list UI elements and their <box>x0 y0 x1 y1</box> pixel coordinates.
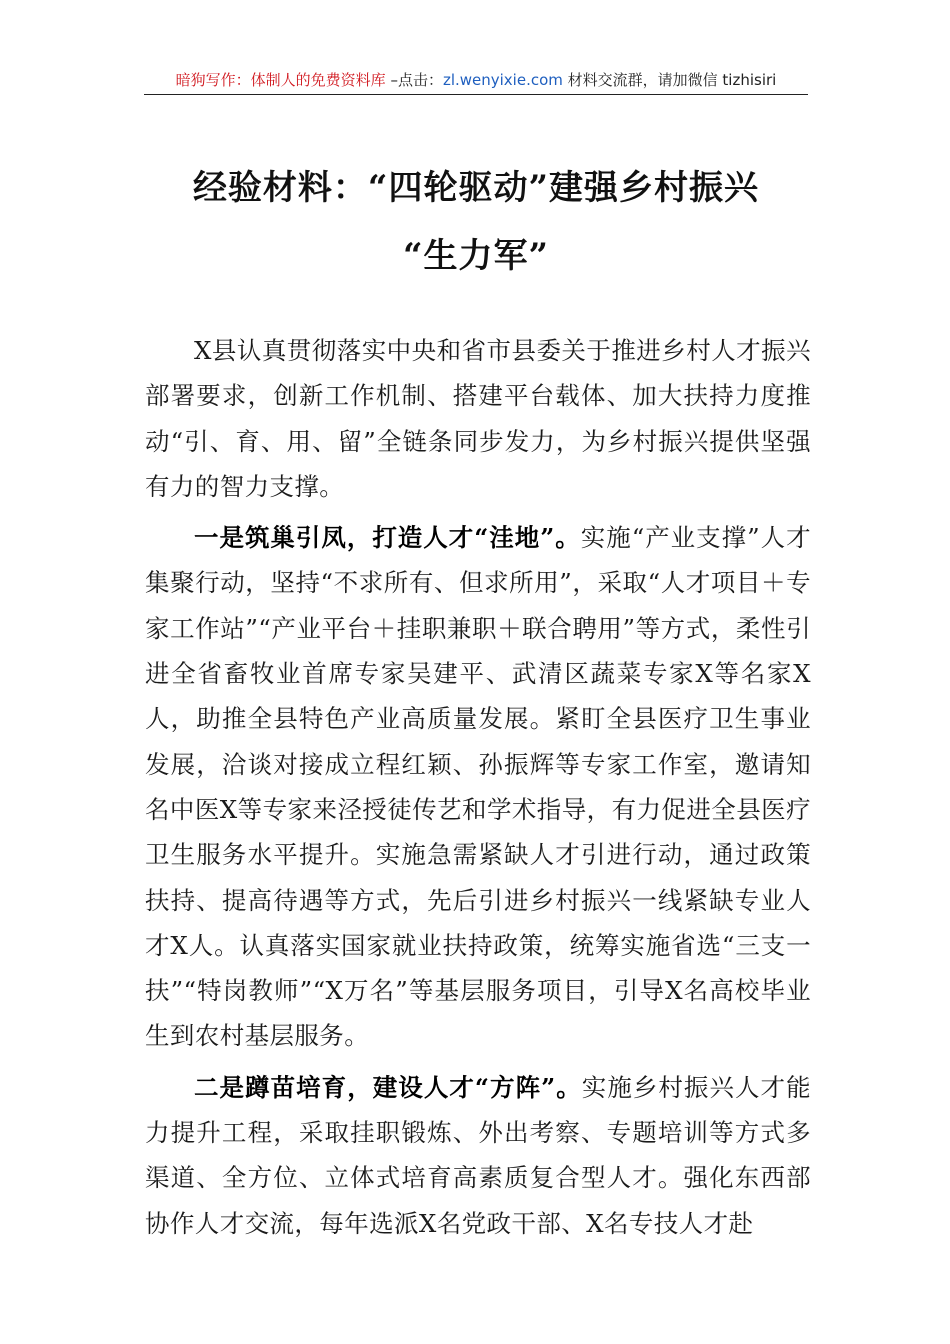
paragraph-1 <box>145 328 811 509</box>
paragraph-2 <box>145 515 811 1059</box>
paragraph-text: 实施乡村振兴人才能力提升工程，采取挂职锻炼、外出考察、专题培训等方式多渠道、全方位、立体式培育高素质复合型人才。强化东西部协作人才交流，每年选派X名党政干部、X名专技人才赴 <box>145 1072 811 1238</box>
document-title-line2: “生力军” <box>402 236 550 276</box>
paragraph-3 <box>145 1065 811 1246</box>
document-title-line1: 经验材料：“四轮驱动”建强乡村振兴 <box>192 168 760 208</box>
watermark-header <box>144 66 808 95</box>
paragraph-lead: 一是筑巢引凤，打造人才“洼地”。 <box>194 523 581 553</box>
paragraph-lead: 二是蹲苗培育，建设人才“方阵”。 <box>194 1072 582 1102</box>
header-link[interactable]: zl.wenyixie.com <box>442 71 563 89</box>
paragraph-text: X县认真贯彻落实中央和省市县委关于推进乡村人才振兴部署要求，创新工作机制、搭建平台载体、加大扶持力度推动“引、育、用、留”全链条同步发力，为乡村振兴提供坚强有力的智力支撑。 <box>145 336 811 501</box>
header-click-text: –点击： <box>385 71 443 89</box>
document-body <box>145 328 811 1252</box>
paragraph-text: 实施“产业支撑”人才集聚行动，坚持“不求所有、但求所用”，采取“人才项目＋专家工作站”“产业平台＋挂职兼职＋联合聘用”等方式，柔性引进全省畜牧业首席专家吴建平、武清区蔬菜专家X等名家X人，助推全县特色产业高质量发展。紧盯全县医疗卫生事业发展，洽谈对接成立程红颖、孙振辉等专家工作室，邀请知名中医X等专家来泾授徒传艺和学术指导，有力促进全县医疗卫生服务水平提升。实施急需紧缺人才引进行动，通过政策扶持、提高待遇等方式，先后引进乡村振兴一线紧缺专业人才X人。认真落实国家就业扶持政策，统筹实施省选“三支一扶”“特岗教师”“X万名”等基层服务项目，引导X名高校毕业生到农村基层服务。 <box>145 523 811 1051</box>
header-contact-text: 材料交流群，请加微信 tizhisiri <box>562 71 777 89</box>
header-site-name: 暗狗写作：体制人的免费资料库 <box>175 71 386 89</box>
